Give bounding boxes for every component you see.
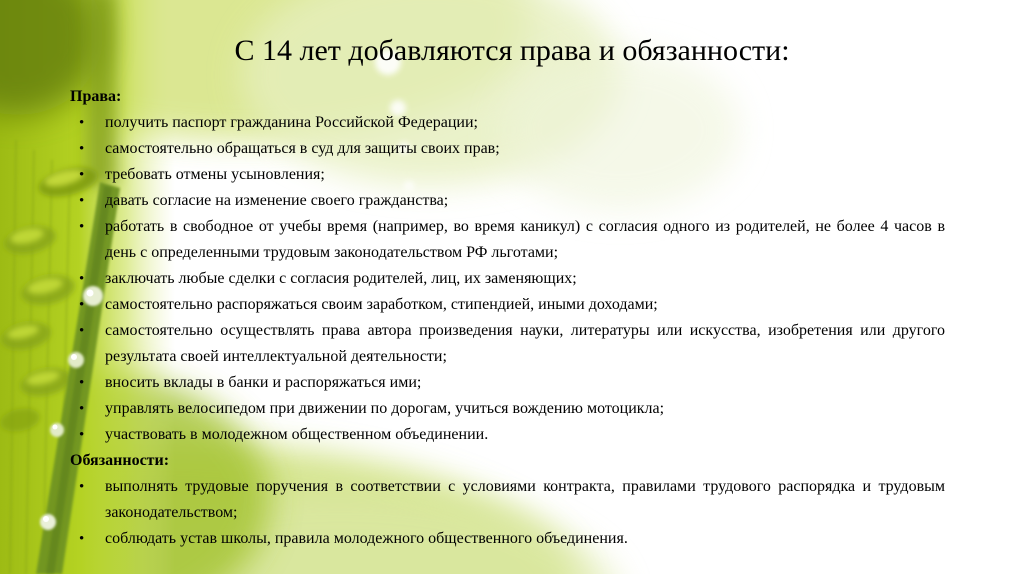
bullet-item bbox=[70, 136, 945, 162]
slide-title: С 14 лет добавляются права и обязанности: bbox=[234, 34, 790, 67]
bullet-icon: • bbox=[79, 193, 85, 209]
bullet-icon: • bbox=[79, 141, 85, 157]
bullet-icon: • bbox=[79, 401, 85, 417]
bullet-item-text: вносить вклады в банки и распоряжаться ими; bbox=[105, 374, 422, 391]
bullet-item-text: участвовать в молодежном общественном объединении. bbox=[105, 426, 489, 443]
bullet-icon: • bbox=[79, 297, 85, 313]
slide-content bbox=[70, 84, 945, 552]
bullet-item bbox=[70, 318, 945, 370]
bullet-icon: • bbox=[79, 167, 85, 183]
bullet-item bbox=[70, 214, 945, 266]
bullet-item-text: давать согласие на изменение своего гражданства; bbox=[105, 192, 449, 209]
bullet-icon: • bbox=[79, 323, 85, 339]
bullet-icon: • bbox=[79, 271, 85, 287]
section-heading-duties: Обязанности: bbox=[70, 452, 170, 469]
bullet-item-text: получить паспорт гражданина Российской Федерации; bbox=[105, 114, 478, 131]
bullet-item-text: самостоятельно осуществлять права автора произведения науки, литературы или искусства, изобретения или другого результата своей интеллектуальной деятельности; bbox=[105, 322, 945, 365]
bullet-item-text: заключать любые сделки с согласия родителей, лиц, их заменяющих; bbox=[105, 270, 577, 287]
bullet-icon: • bbox=[79, 479, 85, 495]
section-heading-rights: Права: bbox=[70, 88, 122, 105]
bullet-item bbox=[70, 474, 945, 526]
bullet-item-text: соблюдать устав школы, правила молодежного общественного объединения. bbox=[105, 530, 628, 547]
bullet-item-text: требовать отмены усыновления; bbox=[105, 166, 325, 183]
bullet-icon: • bbox=[79, 531, 85, 547]
bullet-item bbox=[70, 188, 945, 214]
bullet-item bbox=[70, 292, 945, 318]
bullet-item-text: самостоятельно распоряжаться своим заработком, стипендией, иными доходами; bbox=[105, 296, 658, 313]
bullet-icon: • bbox=[79, 115, 85, 131]
bullet-icon: • bbox=[79, 375, 85, 391]
bullet-icon: • bbox=[79, 427, 85, 443]
bullet-item bbox=[70, 266, 945, 292]
bullet-item bbox=[70, 396, 945, 422]
bullet-item-text: выполнять трудовые поручения в соответствии с условиями контракта, правилами трудового распорядка и трудовым законодательством; bbox=[105, 478, 945, 521]
bullet-item bbox=[70, 422, 945, 448]
bullet-item bbox=[70, 370, 945, 396]
bullet-item bbox=[70, 526, 945, 552]
bullet-icon: • bbox=[79, 219, 85, 235]
bullet-item-text: самостоятельно обращаться в суд для защиты своих прав; bbox=[105, 140, 500, 157]
bullet-item bbox=[70, 162, 945, 188]
bullet-item-text: управлять велосипедом при движении по дорогам, учиться вождению мотоцикла; bbox=[105, 400, 665, 417]
bullet-item bbox=[70, 110, 945, 136]
bullet-item-text: работать в свободное от учебы время (например, во время каникул) с согласия одного из родителей, не более 4 часов в день с определенными трудовым законодательством РФ льготами; bbox=[105, 218, 945, 261]
